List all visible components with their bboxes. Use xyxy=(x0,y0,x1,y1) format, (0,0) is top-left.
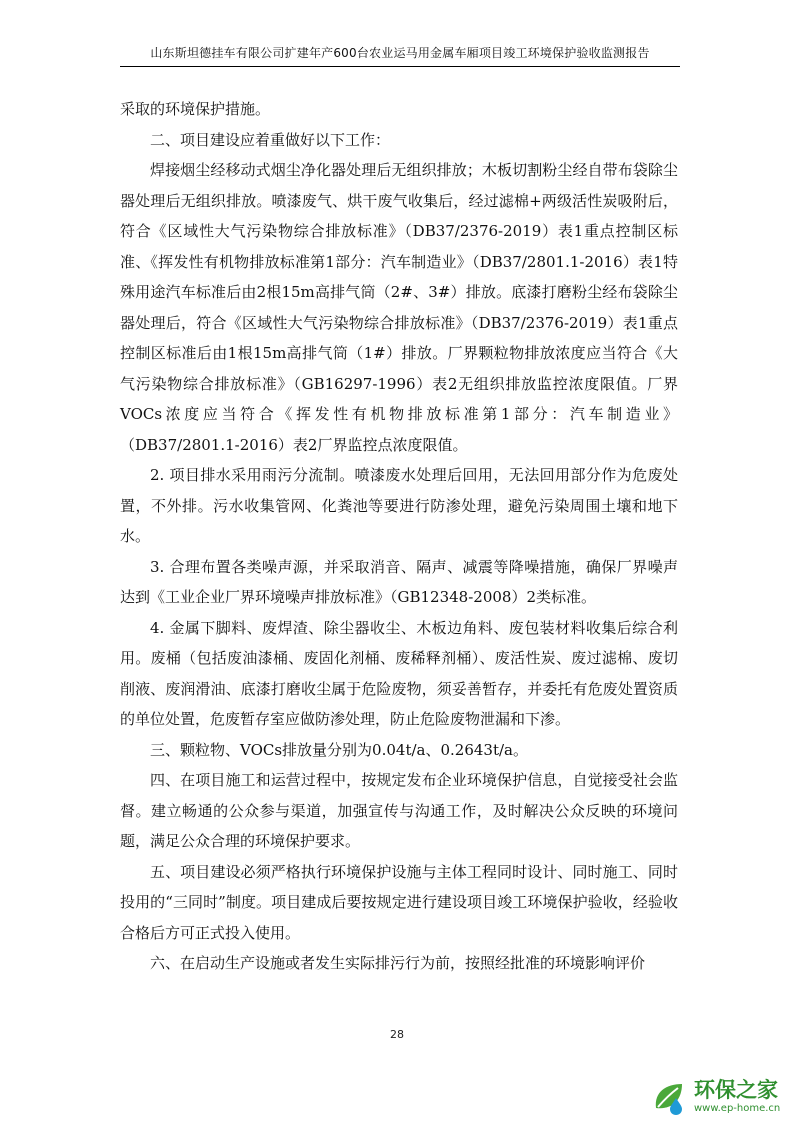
watermark-logo xyxy=(650,1078,790,1118)
report-header: 山东斯坦德挂车有限公司扩建年产600台农业运马用金属车厢项目竣工环境保护验收监测报告 xyxy=(150,46,650,60)
paragraph-air-emissions: 焊接烟尘经移动式烟尘净化器处理后无组织排放；木板切割粉尘经自带布袋除尘器处理后无组织排放。喷漆废气、烘干废气收集后，经过滤棉+两级活性炭吸附后，符合《区域性大气污染物综合排放标准》（DB37/2376-2019）表1重点控制区标准、《挥发性有机物排放标准第1部分：汽车制造业》（DB37/2801.1-2016）表1特殊用途汽车标准后由2根15m高排气筒（2#、3#）排放。底漆打磨粉尘经布袋除尘器处理后，符合《区域性大气污染物综合排放标准》（DB37/2376-2019）表1重点控制区标准后由1根15m高排气筒（1#）排放。厂界颗粒物排放浓度应当符合《大气污染物综合排放标准》（GB16297-1996）表2无组织排放监控浓度限值。厂界VOCs浓度应当符合《挥发性有机物排放标准第1部分：汽车制造业》（DB37/2801.1-2016）表2厂界监控点浓度限值。 xyxy=(120,161,678,454)
paragraph-emission-totals: 三、颗粒物、VOCs排放量分别为0.04t/a、0.2643t/a。 xyxy=(150,740,528,759)
paragraph-section-two-heading: 二、项目建设应着重做好以下工作： xyxy=(150,130,391,149)
paragraph-noise: 3. 合理布置各类噪声源，并采取消音、隔声、减震等降噪措施，确保厂界噪声达到《工业企业厂界环境噪声排放标准》（GB12348-2008）2类标准。 xyxy=(120,557,678,606)
paragraph-three-simultaneous: 五、项目建设必须严格执行环境保护设施与主体工程同时设计、同时施工、同时投用的“三同时”制度。项目建成后要按规定进行建设项目竣工环境保护验收，经验收合格后方可正式投入使用。 xyxy=(120,862,678,942)
leaf-drop-icon xyxy=(650,1078,690,1118)
paragraph-drainage: 2. 项目排水采用雨污分流制。喷漆废水处理后回用，无法回用部分作为危废处置，不外排。污水收集管网、化粪池等要进行防渗处理，避免污染周围土壤和地下水。 xyxy=(120,466,678,545)
watermark-url: www.ep-home.cn xyxy=(694,1103,781,1114)
watermark-name: 环保之家 xyxy=(694,1078,778,1102)
paragraph-public-supervision: 四、在项目施工和运营过程中，按规定发布企业环境保护信息，自觉接受社会监督。建立畅通的公众参与渠道，加强宣传与沟通工作，及时解决公众反映的环境问题，满足公众合理的环境保护要求。 xyxy=(120,771,678,850)
paragraph-solid-waste: 4. 金属下脚料、废焊渣、除尘器收尘、木板边角料、废包装材料收集后综合利用。废桶（包括废油漆桶、废固化剂桶、废稀释剂桶）、废活性炭、废过滤棉、废切削液、废润滑油、底漆打磨收尘属于危险废物，须妥善暂存，并委托有危废处置资质的单位处置，危废暂存室应做防渗处理，防止危险废物泄漏和下渗。 xyxy=(120,618,678,728)
paragraph-continuation: 采取的环境保护措施。 xyxy=(120,100,271,118)
page-number: 28 xyxy=(390,1028,404,1041)
paragraph-permit: 六、在启动生产设施或者发生实际排污行为前，按照经批准的环境影响评价 xyxy=(150,954,646,972)
document-body xyxy=(120,94,678,979)
header-divider xyxy=(120,66,680,67)
